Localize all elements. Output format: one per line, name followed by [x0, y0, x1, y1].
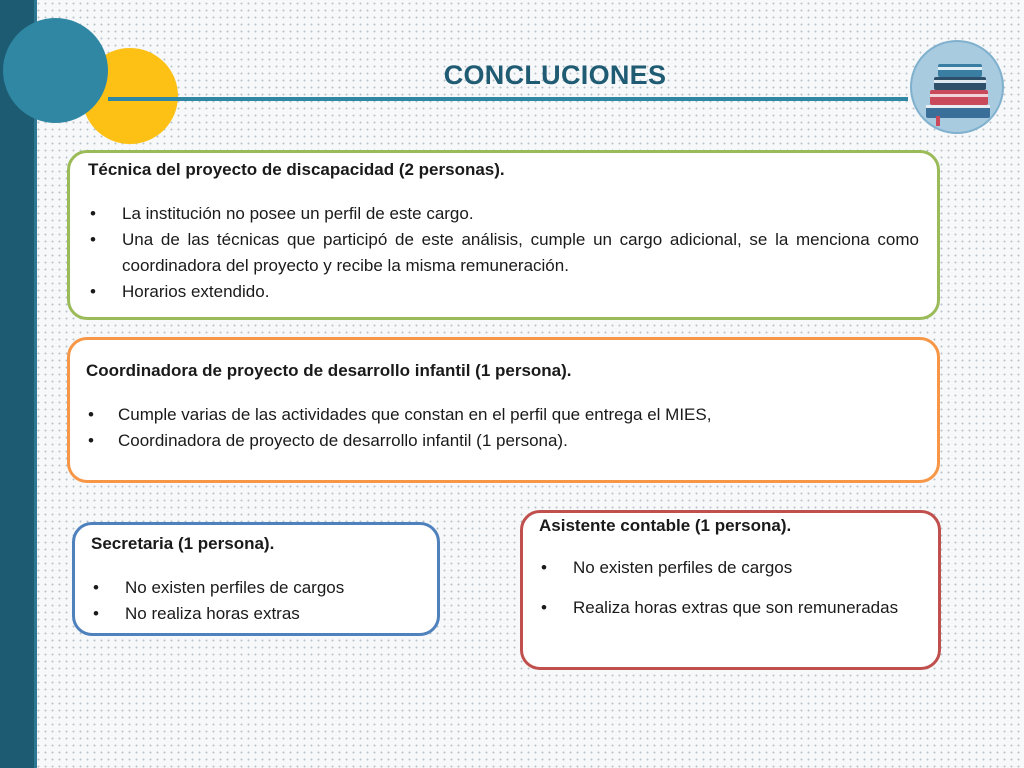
- box-heading: Secretaria (1 persona).: [91, 534, 275, 553]
- decorative-teal-circle: [3, 18, 108, 123]
- list-item: • Realiza horas extras que son remuneradas: [539, 595, 920, 621]
- books-stack-svg: [912, 42, 1002, 132]
- list-item: • No existen perfiles de cargos: [539, 555, 920, 581]
- box-coordinadora-proyecto: [67, 337, 940, 483]
- box-secretaria: [72, 522, 440, 636]
- box-heading: Asistente contable (1 persona).: [539, 516, 792, 535]
- box-heading: Técnica del proyecto de discapacidad (2 personas).: [88, 160, 505, 179]
- list-item: • Una de las técnicas que participó de este análisis, cumple un cargo adicional, se la menciona como coordinadora del proyecto y recibe la misma remuneración.: [88, 227, 919, 279]
- list-item: • La institución no posee un perfil de este cargo.: [88, 201, 919, 227]
- box-asistente-contable: [520, 510, 941, 670]
- list-item: • Coordinadora de proyecto de desarrollo infantil (1 persona).: [86, 428, 919, 454]
- bullet-list: [539, 555, 920, 621]
- box-heading: Coordinadora de proyecto de desarrollo infantil (1 persona).: [86, 361, 572, 380]
- list-item: • No existen perfiles de cargos: [91, 575, 419, 601]
- bullet-list: [88, 201, 919, 305]
- list-item: • No realiza horas extras: [91, 601, 419, 627]
- list-item: • Horarios extendido.: [88, 279, 919, 305]
- slide-title: CONCLUCIONES: [443, 60, 667, 90]
- books-stack-icon: [910, 40, 1004, 134]
- list-item: • Cumple varias de las actividades que constan en el perfil que entrega el MIES,: [86, 402, 919, 428]
- box-tecnica-discapacidad: [67, 150, 940, 320]
- bullet-list: [86, 402, 919, 454]
- title-underline: [108, 97, 908, 101]
- bullet-list: [91, 575, 419, 627]
